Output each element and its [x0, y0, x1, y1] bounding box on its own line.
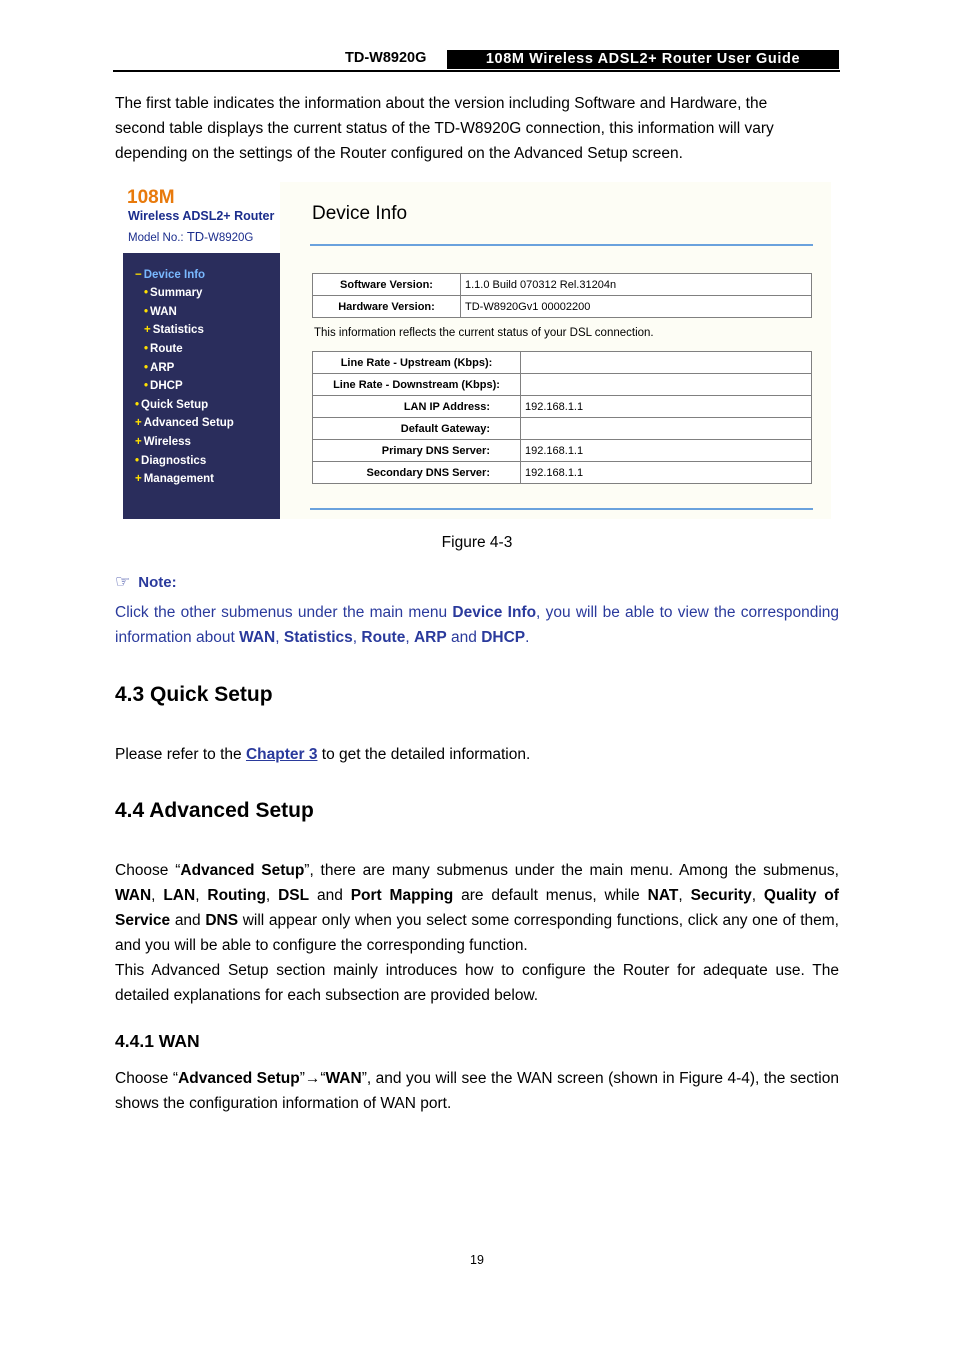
text: ”, and you will see the WAN screen (shown in Figure 4-4), the section shows the configuration information of WAN port.: [115, 1070, 839, 1112]
sidebar-item-wireless[interactable]: [135, 436, 191, 448]
nav-marker: −: [135, 269, 142, 281]
bold-text: Advanced Setup: [180, 862, 305, 879]
nav-marker: +: [135, 473, 142, 485]
nav-marker: •: [135, 399, 140, 411]
sidebar-item-advanced-setup[interactable]: [135, 417, 234, 429]
row-label: LAN IP Address:: [313, 396, 521, 418]
row-value: TD-W8920Gv1 00002200: [461, 296, 812, 318]
nav-marker: •: [144, 362, 149, 374]
text: and: [170, 912, 206, 929]
nav-label: Advanced Setup: [143, 417, 234, 429]
nav-label: Management: [143, 473, 215, 485]
note-text: , you will be able to view the corresponding information about: [115, 604, 840, 646]
note-text: Click the other submenus under the main menu: [115, 604, 453, 621]
section-4-3-text: [115, 742, 839, 767]
nav-label: Statistics: [152, 324, 204, 336]
text: ,: [265, 887, 279, 904]
status-note: This information reflects the current status of your DSL connection.: [314, 327, 654, 339]
logo: [123, 182, 282, 253]
nav-marker: +: [144, 324, 151, 336]
row-label: Default Gateway:: [313, 418, 521, 440]
note-body: [115, 600, 839, 650]
sidebar-item-wan[interactable]: [144, 306, 177, 318]
nav-marker: •: [144, 380, 149, 392]
note-bold: Route: [361, 629, 406, 646]
sidebar-item-diagnostics[interactable]: [135, 455, 206, 467]
nav-marker: +: [135, 417, 142, 429]
figure-caption: Figure 4-3: [441, 534, 513, 551]
section-4-4-paragraph-2: This Advanced Setup section mainly introduces how to configure the Router for adequate use. The detailed explanations for each subsection are provided below.: [115, 962, 839, 1004]
bold-text: WAN: [325, 1070, 362, 1087]
page-title: Device Info: [312, 203, 408, 224]
text: ,: [751, 887, 764, 904]
nav-label: WAN: [150, 306, 177, 318]
sidebar-item-management[interactable]: [135, 473, 214, 485]
model-label: Model No.:: [128, 232, 184, 244]
note-heading: [115, 572, 177, 592]
version-table: [312, 273, 812, 318]
row-label: Line Rate - Upstream (Kbps):: [313, 352, 521, 374]
nav-label: DHCP: [150, 380, 183, 392]
note-text: ,: [405, 629, 414, 646]
text: to get the detailed information.: [317, 746, 531, 763]
text: Please refer to the: [115, 746, 246, 763]
nav-label: Diagnostics: [141, 455, 207, 467]
title-underline: [310, 244, 813, 246]
nav-marker: +: [135, 436, 142, 448]
nav-marker: •: [135, 455, 140, 467]
section-4-4-1-text: [115, 1066, 839, 1116]
nav-marker: •: [144, 306, 149, 318]
row-label: Line Rate - Downstream (Kbps):: [313, 374, 521, 396]
nav-marker: •: [144, 287, 149, 299]
text: and: [309, 887, 351, 904]
sidebar-item-route[interactable]: [144, 343, 183, 355]
nav-label: Summary: [150, 287, 203, 299]
table-row: [313, 296, 812, 318]
section-heading-4-4: 4.4 Advanced Setup: [115, 799, 314, 822]
sidebar-item-dhcp[interactable]: [144, 380, 183, 392]
table-row: [313, 396, 812, 418]
device-info-screenshot: [123, 182, 831, 519]
sidebar-item-statistics[interactable]: [144, 324, 204, 336]
text: Choose “: [115, 1070, 179, 1087]
bold-text: DNS: [205, 912, 239, 929]
table-row: [313, 418, 812, 440]
row-value: [521, 352, 812, 374]
table-row: [313, 274, 812, 296]
note-text: ,: [275, 629, 284, 646]
logo-108m: 108M: [127, 187, 175, 208]
bottom-rule: [310, 508, 813, 510]
section-heading-4-4-1: 4.4.1 WAN: [115, 1031, 200, 1051]
section-4-4-paragraph-1: [115, 858, 839, 958]
header-model: TD-W8920G: [345, 50, 427, 66]
pointing-hand-icon: ☞: [115, 572, 131, 591]
sidebar-item-quick-setup[interactable]: [135, 399, 208, 411]
arrow: ”→“: [299, 1070, 326, 1087]
text: ,: [151, 887, 164, 904]
row-value: 192.168.1.1: [521, 396, 812, 418]
nav-label: ARP: [150, 362, 175, 374]
note-text: ,: [352, 629, 362, 646]
intro-paragraph: [115, 91, 839, 166]
text: ,: [195, 887, 208, 904]
content-panel: [280, 182, 831, 519]
note-text: and: [446, 629, 482, 646]
chapter-3-link[interactable]: Chapter 3: [245, 746, 318, 763]
bold-text: DSL: [278, 887, 310, 904]
table-row: [313, 462, 812, 484]
bold-text: Quality of Service: [115, 887, 839, 929]
row-value: [521, 374, 812, 396]
note-text: .: [525, 629, 530, 646]
nav-label: Route: [150, 343, 183, 355]
row-label: Software Version:: [313, 274, 461, 296]
intro-line: The first table indicates the information about the version including Software and Hardware, the: [115, 95, 768, 112]
note-bold: ARP: [413, 629, 447, 646]
logo-subtitle: Wireless ADSL2+ Router: [128, 209, 275, 223]
note-bold: DHCP: [481, 629, 526, 646]
sidebar-item-summary[interactable]: [144, 287, 202, 299]
model-prefix: TD: [186, 229, 205, 244]
bold-text: NAT: [647, 887, 679, 904]
nav-label: Wireless: [143, 436, 191, 448]
text: ”, there are many submenus under the main menu. Among the submenus,: [304, 862, 839, 879]
row-label: Hardware Version:: [313, 296, 461, 318]
bold-text: WAN: [115, 887, 152, 904]
table-row: [313, 352, 812, 374]
row-value: 192.168.1.1: [521, 462, 812, 484]
nav-label: Quick Setup: [141, 399, 209, 411]
status-table: [312, 351, 812, 484]
model-number: [128, 229, 253, 244]
table-row: [313, 440, 812, 462]
sidebar-item-device-info[interactable]: [135, 269, 205, 281]
bold-text: LAN: [163, 887, 196, 904]
header-rule: [113, 70, 840, 72]
intro-line: second table displays the current status of the TD-W8920G connection, this information will vary: [115, 120, 774, 137]
row-label: Secondary DNS Server:: [313, 462, 521, 484]
row-value: 192.168.1.1: [521, 440, 812, 462]
note-title: Note:: [138, 574, 177, 591]
bold-text: Port Mapping: [350, 887, 454, 904]
bold-text: Routing: [207, 887, 266, 904]
sidebar-item-arp[interactable]: [144, 362, 174, 374]
section-heading-4-3: 4.3 Quick Setup: [115, 683, 273, 706]
note-bold: WAN: [239, 629, 276, 646]
bold-text: Advanced Setup: [178, 1070, 300, 1087]
header-guide-title: 108M Wireless ADSL2+ Router User Guide: [447, 50, 839, 69]
bold-text: Security: [690, 887, 752, 904]
row-value: 1.1.0 Build 070312 Rel.31204n: [461, 274, 812, 296]
nav-marker: •: [144, 343, 149, 355]
row-label: Primary DNS Server:: [313, 440, 521, 462]
note-bold: Device Info: [452, 604, 537, 621]
model-value: -W8920G: [204, 232, 254, 244]
nav-label: Device Info: [143, 269, 206, 281]
page-number: 19: [470, 1253, 484, 1267]
text: are default menus, while: [453, 887, 648, 904]
intro-line: depending on the settings of the Router configured on the Advanced Setup screen.: [115, 145, 683, 162]
note-bold: Statistics: [283, 629, 353, 646]
text: Choose “: [115, 862, 181, 879]
table-row: [313, 374, 812, 396]
text: will appear only when you select some corresponding functions, click any one of them, and you will be able to configure the corresponding function.: [115, 912, 839, 954]
text: ,: [678, 887, 691, 904]
row-value: [521, 418, 812, 440]
sidebar: [123, 182, 280, 519]
